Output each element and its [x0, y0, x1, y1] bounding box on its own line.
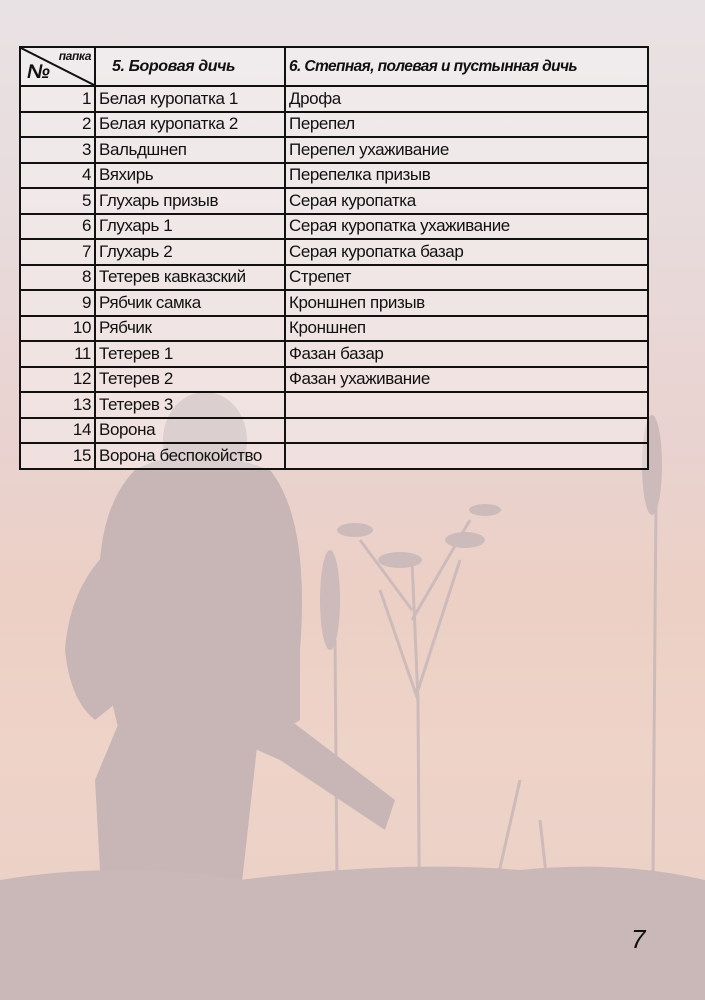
- game-calls-table: [19, 46, 649, 470]
- row-number: 4: [20, 163, 95, 189]
- table-row: [20, 86, 648, 112]
- steppe-game-cell: Перепел ухаживание: [285, 137, 648, 163]
- forest-game-cell: Рябчик самка: [95, 290, 285, 316]
- steppe-game-cell: [285, 443, 648, 469]
- forest-game-cell: Ворона: [95, 418, 285, 444]
- row-number: 5: [20, 188, 95, 214]
- row-number: 13: [20, 392, 95, 418]
- table-row: [20, 443, 648, 469]
- table-row: [20, 392, 648, 418]
- forest-game-cell: Ворона беспокойство: [95, 443, 285, 469]
- header-corner-cell: [20, 47, 95, 86]
- steppe-game-cell: Перепелка призыв: [285, 163, 648, 189]
- row-number: 14: [20, 418, 95, 444]
- row-number: 10: [20, 316, 95, 342]
- steppe-game-cell: Дрофа: [285, 86, 648, 112]
- row-number: 15: [20, 443, 95, 469]
- row-number: 11: [20, 341, 95, 367]
- steppe-game-cell: [285, 392, 648, 418]
- forest-game-cell: Тетерев кавказский: [95, 265, 285, 291]
- forest-game-cell: Вяхирь: [95, 163, 285, 189]
- steppe-game-cell: Стрепет: [285, 265, 648, 291]
- table-row: [20, 367, 648, 393]
- folder-label: папка: [58, 49, 91, 63]
- table-header-row: [20, 47, 648, 86]
- table-row: [20, 137, 648, 163]
- table-row: [20, 341, 648, 367]
- table-row: [20, 265, 648, 291]
- row-number: 2: [20, 112, 95, 138]
- page-number: 7: [631, 924, 646, 954]
- forest-game-cell: Белая куропатка 1: [95, 86, 285, 112]
- row-number: 12: [20, 367, 95, 393]
- steppe-game-cell: Фазан базар: [285, 341, 648, 367]
- forest-game-cell: Тетерев 1: [95, 341, 285, 367]
- steppe-game-cell: [285, 418, 648, 444]
- number-label: №: [27, 61, 50, 83]
- forest-game-cell: Глухарь 2: [95, 239, 285, 265]
- forest-game-cell: Тетерев 3: [95, 392, 285, 418]
- steppe-game-cell: Серая куропатка ухаживание: [285, 214, 648, 240]
- steppe-game-cell: Кроншнеп призыв: [285, 290, 648, 316]
- table-row: [20, 239, 648, 265]
- table-row: [20, 188, 648, 214]
- row-number: 9: [20, 290, 95, 316]
- forest-game-cell: Белая куропатка 2: [95, 112, 285, 138]
- table-row: [20, 418, 648, 444]
- steppe-game-cell: Кроншнеп: [285, 316, 648, 342]
- steppe-game-cell: Перепел: [285, 112, 648, 138]
- header-steppe-game: 6. Степная, полевая и пустынная дичь: [285, 47, 648, 86]
- forest-game-cell: Вальдшнеп: [95, 137, 285, 163]
- table-row: [20, 214, 648, 240]
- steppe-game-cell: Фазан ухаживание: [285, 367, 648, 393]
- table-row: [20, 290, 648, 316]
- header-forest-game: 5. Боровая дичь: [95, 47, 285, 86]
- steppe-game-cell: Серая куропатка базар: [285, 239, 648, 265]
- steppe-game-cell: Серая куропатка: [285, 188, 648, 214]
- row-number: 6: [20, 214, 95, 240]
- table-row: [20, 112, 648, 138]
- row-number: 8: [20, 265, 95, 291]
- row-number: 3: [20, 137, 95, 163]
- row-number: 7: [20, 239, 95, 265]
- row-number: 1: [20, 86, 95, 112]
- forest-game-cell: Глухарь призыв: [95, 188, 285, 214]
- forest-game-cell: Рябчик: [95, 316, 285, 342]
- table-row: [20, 163, 648, 189]
- forest-game-cell: Глухарь 1: [95, 214, 285, 240]
- forest-game-cell: Тетерев 2: [95, 367, 285, 393]
- table-row: [20, 316, 648, 342]
